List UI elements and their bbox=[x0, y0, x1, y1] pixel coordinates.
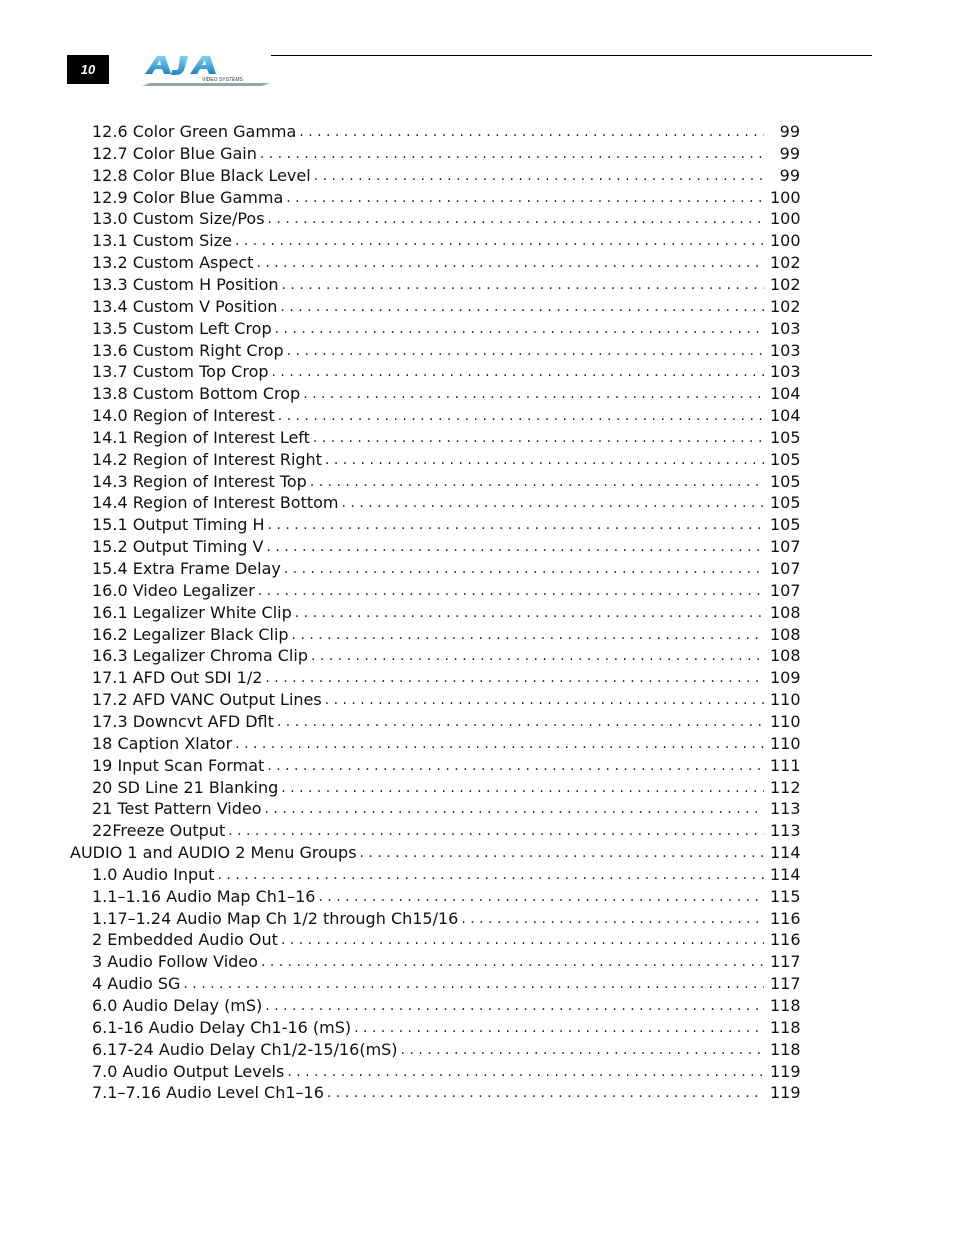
toc-dot-leader bbox=[327, 1082, 764, 1104]
toc-entry[interactable] bbox=[92, 1017, 800, 1039]
toc-dot-leader bbox=[311, 645, 764, 667]
toc-entry-label: 14.3 Region of Interest Top bbox=[92, 471, 307, 491]
toc-dot-leader bbox=[235, 230, 764, 252]
toc-dot-leader bbox=[235, 733, 764, 755]
toc-entry[interactable] bbox=[92, 536, 800, 558]
toc-entry-page: 118 bbox=[770, 996, 801, 1015]
toc-entry[interactable] bbox=[92, 645, 800, 667]
toc-entry-label: 4 Audio SG bbox=[92, 974, 181, 994]
toc-entry-page: 113 bbox=[770, 799, 801, 819]
toc-entry-label: 13.4 Custom V Position bbox=[92, 296, 278, 316]
toc-entry[interactable] bbox=[92, 908, 800, 930]
page-number: 10 bbox=[67, 55, 109, 84]
toc-dot-leader bbox=[260, 143, 764, 165]
toc-entry-label: 15.1 Output Timing H bbox=[92, 515, 265, 535]
toc-entry[interactable] bbox=[92, 252, 800, 274]
toc-entry-label: 21 Test Pattern Video bbox=[92, 799, 262, 819]
toc-entry[interactable] bbox=[92, 755, 800, 777]
toc-entry-label: 12.7 Color Blue Gain bbox=[92, 143, 257, 163]
toc-dot-leader bbox=[258, 580, 764, 602]
toc-dot-leader bbox=[272, 361, 764, 383]
toc-entry[interactable] bbox=[92, 1039, 800, 1061]
toc-entry-page: 110 bbox=[770, 690, 801, 710]
toc-entry-page: 105 bbox=[770, 471, 801, 491]
toc-entry[interactable] bbox=[92, 777, 800, 799]
toc-entry-label: 20 SD Line 21 Blanking bbox=[92, 777, 279, 797]
toc-entry-page: 110 bbox=[770, 711, 801, 731]
toc-dot-leader bbox=[292, 624, 764, 646]
toc-entry-label: 12.8 Color Blue Black Level bbox=[92, 165, 311, 185]
toc-entry-label: 13.1 Custom Size bbox=[92, 231, 232, 251]
toc-entry-label: 18 Caption Xlator bbox=[92, 733, 233, 753]
toc-entry-page: 99 bbox=[779, 165, 800, 185]
toc-entry-page: 105 bbox=[770, 427, 801, 447]
toc-entry-page: 105 bbox=[770, 449, 801, 469]
toc-dot-leader bbox=[268, 514, 764, 536]
toc-entry-label: 14.2 Region of Interest Right bbox=[92, 449, 322, 469]
toc-entry-page: 103 bbox=[770, 318, 801, 338]
toc-entry[interactable] bbox=[92, 143, 800, 165]
toc-entry-label: 13.8 Custom Bottom Crop bbox=[92, 384, 301, 404]
toc-dot-leader bbox=[280, 296, 764, 318]
toc-entry-label: 13.2 Custom Aspect bbox=[92, 253, 254, 273]
toc-entry-page: 102 bbox=[770, 274, 801, 294]
toc-entry-label: 17.1 AFD Out SDI 1/2 bbox=[92, 668, 263, 688]
toc-dot-leader bbox=[268, 208, 764, 230]
toc-dot-leader bbox=[314, 165, 764, 187]
toc-entry-page: 111 bbox=[770, 755, 801, 775]
toc-dot-leader bbox=[275, 318, 764, 340]
toc-entry-label: 7.1–7.16 Audio Level Ch1–16 bbox=[92, 1083, 324, 1103]
toc-dot-leader bbox=[265, 798, 764, 820]
toc-entry[interactable] bbox=[92, 383, 800, 405]
toc-entry-page: 100 bbox=[770, 209, 801, 229]
toc-dot-leader bbox=[261, 951, 764, 973]
toc-entry-label: 17.2 AFD VANC Output Lines bbox=[92, 690, 322, 710]
toc-entry[interactable] bbox=[92, 318, 800, 340]
toc-entry-label: 17.3 Downcvt AFD Dflt bbox=[92, 711, 274, 731]
toc-entry-label: 12.6 Color Green Gamma bbox=[92, 122, 297, 141]
toc-entry-page: 114 bbox=[770, 864, 801, 884]
toc-entry[interactable] bbox=[92, 667, 800, 689]
toc-dot-leader bbox=[284, 558, 764, 580]
toc-entry-page: 99 bbox=[779, 122, 800, 141]
toc-entry[interactable] bbox=[92, 230, 800, 252]
toc-entry-label: 16.1 Legalizer White Clip bbox=[92, 602, 292, 622]
toc-entry-page: 107 bbox=[770, 537, 801, 557]
toc-entry-label: 13.0 Custom Size/Pos bbox=[92, 209, 265, 229]
toc-entry-page: 100 bbox=[770, 187, 801, 207]
toc-entry-label: 1.1–1.16 Audio Map Ch1–16 bbox=[92, 886, 316, 906]
toc-entry[interactable] bbox=[92, 624, 800, 646]
aja-logo bbox=[140, 52, 272, 88]
toc-entry-label: 1.17–1.24 Audio Map Ch 1/2 through Ch15/16 bbox=[92, 908, 459, 928]
toc-entry-label: 6.0 Audio Delay (mS) bbox=[92, 996, 263, 1015]
toc-dot-leader bbox=[282, 274, 764, 296]
toc-entry-label: 14.4 Region of Interest Bottom bbox=[92, 493, 339, 513]
toc-entry[interactable] bbox=[92, 208, 800, 230]
toc-dot-leader bbox=[183, 973, 764, 995]
toc-dot-leader bbox=[267, 755, 764, 777]
toc-entry-label: 6.17-24 Audio Delay Ch1/2-15/16(mS) bbox=[92, 1039, 398, 1059]
toc-entry[interactable] bbox=[92, 121, 800, 143]
toc-entry-page: 108 bbox=[770, 624, 801, 644]
toc-entry[interactable] bbox=[92, 340, 800, 362]
toc-entry-page: 108 bbox=[770, 602, 801, 622]
toc-entry[interactable] bbox=[70, 842, 800, 864]
toc-entry-label: 15.4 Extra Frame Delay bbox=[92, 559, 281, 578]
toc-dot-leader bbox=[318, 886, 764, 908]
toc-dot-leader bbox=[325, 689, 764, 711]
toc-entry-label: 14.1 Region of Interest Left bbox=[92, 427, 310, 447]
toc-entry-page: 117 bbox=[770, 952, 801, 972]
toc-dot-leader bbox=[286, 187, 764, 209]
toc-dot-leader bbox=[281, 777, 764, 799]
toc-entry-label: 3 Audio Follow Video bbox=[92, 952, 258, 972]
toc-entry[interactable] bbox=[92, 1061, 800, 1083]
toc-dot-leader bbox=[354, 1017, 764, 1039]
toc-entry-label: 16.3 Legalizer Chroma Clip bbox=[92, 646, 308, 666]
toc-entry-page: 110 bbox=[770, 733, 801, 753]
toc-entry-page: 104 bbox=[770, 406, 801, 426]
toc-entry-page: 118 bbox=[770, 1017, 801, 1037]
toc-entry[interactable] bbox=[92, 492, 800, 514]
toc-entry-page: 117 bbox=[770, 974, 801, 994]
toc-entry-page: 116 bbox=[770, 908, 801, 928]
toc-entry-page: 112 bbox=[770, 777, 801, 797]
toc-dot-leader bbox=[281, 929, 764, 951]
toc-entry[interactable] bbox=[92, 165, 800, 187]
toc-dot-leader bbox=[228, 820, 764, 842]
toc-dot-leader bbox=[256, 252, 764, 274]
toc-entry[interactable] bbox=[92, 361, 800, 383]
toc-dot-leader bbox=[265, 667, 764, 689]
toc-entry-page: 113 bbox=[770, 821, 801, 841]
toc-entry-page: 107 bbox=[770, 580, 801, 600]
toc-dot-leader bbox=[325, 449, 764, 471]
toc-entry[interactable] bbox=[92, 973, 800, 995]
toc-entry-page: 114 bbox=[770, 843, 801, 863]
toc-entry-label: 6.1-16 Audio Delay Ch1-16 (mS) bbox=[92, 1017, 352, 1037]
toc-dot-leader bbox=[278, 405, 764, 427]
header-rule bbox=[271, 55, 872, 56]
toc-entry-page: 107 bbox=[770, 559, 801, 578]
toc-entry-page: 119 bbox=[770, 1061, 801, 1081]
toc-entry-page: 115 bbox=[770, 886, 801, 906]
toc-entry-page: 103 bbox=[770, 362, 801, 382]
logo-subtext: VIDEO SYSTEMS bbox=[202, 77, 243, 83]
toc-entry-page: 104 bbox=[770, 384, 801, 404]
toc-entry-label: 13.3 Custom H Position bbox=[92, 274, 279, 294]
toc-entry-page: 116 bbox=[770, 930, 801, 950]
toc-entry[interactable] bbox=[92, 995, 800, 1017]
toc-entry[interactable] bbox=[92, 514, 800, 536]
toc-entry[interactable] bbox=[92, 405, 800, 427]
toc-entry-page: 103 bbox=[770, 340, 801, 360]
toc-entry[interactable] bbox=[92, 689, 800, 711]
toc-entry-label: 14.0 Region of Interest bbox=[92, 406, 275, 426]
toc-entry-label: 2 Embedded Audio Out bbox=[92, 930, 278, 950]
toc-entry[interactable] bbox=[92, 820, 800, 842]
toc-entry-label: 19 Input Scan Format bbox=[92, 755, 265, 775]
toc-dot-leader bbox=[277, 711, 764, 733]
toc-entry-page: 108 bbox=[770, 646, 801, 666]
toc-entry[interactable] bbox=[92, 449, 800, 471]
toc-entry-page: 99 bbox=[779, 143, 800, 163]
toc-dot-leader bbox=[218, 864, 764, 886]
toc-dot-leader bbox=[313, 427, 764, 449]
toc-entry-label: AUDIO 1 and AUDIO 2 Menu Groups bbox=[70, 843, 357, 863]
toc-entry-page: 119 bbox=[770, 1083, 801, 1103]
toc-entry[interactable] bbox=[92, 580, 800, 602]
toc-entry-page: 100 bbox=[770, 231, 801, 251]
toc-entry-label: 16.0 Video Legalizer bbox=[92, 580, 255, 600]
toc-dot-leader bbox=[295, 602, 764, 624]
toc-entry-page: 105 bbox=[770, 515, 801, 535]
toc-entry-label: 13.5 Custom Left Crop bbox=[92, 318, 272, 338]
toc-dot-leader bbox=[287, 340, 764, 362]
toc-entry-label: 13.7 Custom Top Crop bbox=[92, 362, 269, 382]
toc-dot-leader bbox=[342, 492, 764, 514]
toc-entry-page: 102 bbox=[770, 296, 801, 316]
toc-dot-leader bbox=[266, 536, 764, 558]
toc-dot-leader bbox=[360, 842, 764, 864]
toc-entry[interactable] bbox=[92, 558, 800, 580]
toc-entry[interactable] bbox=[92, 711, 800, 733]
toc-entry[interactable] bbox=[92, 951, 800, 973]
toc-entry-page: 109 bbox=[770, 668, 801, 688]
toc-entry-label: 13.6 Custom Right Crop bbox=[92, 340, 284, 360]
toc-dot-leader bbox=[303, 383, 764, 405]
toc-entry[interactable] bbox=[92, 864, 800, 886]
toc-entry-page: 102 bbox=[770, 253, 801, 273]
toc-entry-label: 15.2 Output Timing V bbox=[92, 537, 264, 557]
toc-entry[interactable] bbox=[92, 427, 800, 449]
toc-entry[interactable] bbox=[92, 187, 800, 209]
toc-entry-page: 105 bbox=[770, 493, 801, 513]
toc-entry[interactable] bbox=[92, 798, 800, 820]
toc-dot-leader bbox=[461, 908, 764, 930]
toc-entry[interactable] bbox=[92, 886, 800, 908]
toc-entry-page: 118 bbox=[770, 1039, 801, 1059]
toc-entry[interactable] bbox=[92, 602, 800, 624]
toc-entry[interactable] bbox=[92, 471, 800, 493]
toc-entry[interactable] bbox=[92, 733, 800, 755]
toc-dot-leader bbox=[299, 121, 764, 143]
toc-entry-label: 12.9 Color Blue Gamma bbox=[92, 187, 284, 207]
toc-entry-label: 7.0 Audio Output Levels bbox=[92, 1061, 285, 1081]
toc-dot-leader bbox=[265, 995, 764, 1017]
toc-entry[interactable] bbox=[92, 274, 800, 296]
toc-entry[interactable] bbox=[92, 929, 800, 951]
toc-entry-label: 16.2 Legalizer Black Clip bbox=[92, 624, 289, 644]
toc-entry-label: 1.0 Audio Input bbox=[92, 864, 215, 884]
toc-dot-leader bbox=[310, 471, 764, 493]
toc-dot-leader bbox=[287, 1061, 764, 1083]
toc-entry-label: 22Freeze Output bbox=[92, 821, 226, 841]
toc-entry[interactable] bbox=[92, 296, 800, 318]
toc-entry[interactable] bbox=[92, 1082, 800, 1104]
toc-dot-leader bbox=[401, 1039, 764, 1061]
